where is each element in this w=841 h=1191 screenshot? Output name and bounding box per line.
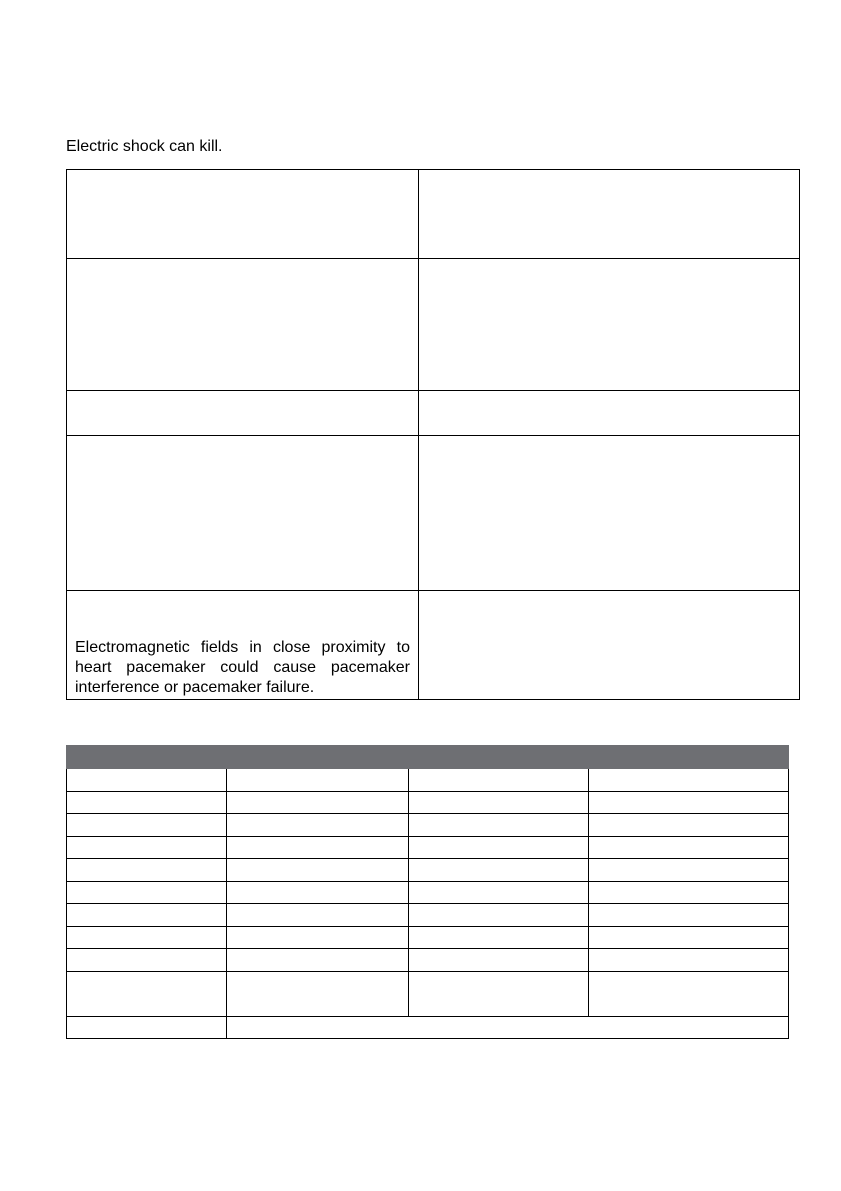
spec-header-cell — [67, 746, 789, 769]
spec-row — [67, 836, 789, 859]
safety-cell — [419, 591, 800, 700]
spec-cell — [589, 881, 789, 904]
spec-row — [67, 949, 789, 972]
safety-row — [67, 170, 800, 259]
safety-row — [67, 436, 800, 591]
spec-cell — [227, 769, 409, 792]
spec-row — [67, 791, 789, 814]
spec-cell — [227, 791, 409, 814]
spec-cell — [67, 904, 227, 927]
spec-cell — [589, 769, 789, 792]
spec-cell — [409, 904, 589, 927]
safety-row — [67, 391, 800, 436]
spec-cell — [409, 926, 589, 949]
spec-row — [67, 926, 789, 949]
safety-cell — [419, 170, 800, 259]
spec-cell — [227, 949, 409, 972]
spec-cell — [409, 836, 589, 859]
safety-cell — [67, 259, 419, 391]
spec-cell — [227, 881, 409, 904]
electric-shock-warning: Electric shock can kill. — [66, 138, 223, 155]
safety-row — [67, 591, 800, 700]
spec-row — [67, 769, 789, 792]
spec-row — [67, 881, 789, 904]
safety-cell — [67, 391, 419, 436]
spec-cell — [409, 791, 589, 814]
safety-cell — [419, 259, 800, 391]
spec-cell — [589, 971, 789, 1016]
spec-cell — [67, 836, 227, 859]
spec-cell — [67, 949, 227, 972]
emf-pacemaker-warning: Electromagnetic fields in close proximity to heart pacemaker could cause pacemaker interference or pacemaker failure. — [75, 639, 410, 696]
spec-row — [67, 814, 789, 837]
spec-cell-wide — [227, 1016, 789, 1038]
spec-cell — [409, 814, 589, 837]
spec-cell — [409, 949, 589, 972]
spec-cell — [589, 791, 789, 814]
spec-cell — [409, 971, 589, 1016]
spec-cell — [589, 949, 789, 972]
spec-row — [67, 904, 789, 927]
spec-row — [67, 859, 789, 882]
safety-cell — [67, 170, 419, 259]
spec-cell — [67, 769, 227, 792]
spec-cell — [409, 859, 589, 882]
spec-row — [67, 1016, 789, 1038]
spec-cell — [409, 769, 589, 792]
safety-cell — [419, 436, 800, 591]
spec-cell — [67, 1016, 227, 1038]
spec-cell — [227, 836, 409, 859]
spec-cell — [409, 881, 589, 904]
spec-cell — [589, 836, 789, 859]
spec-cell — [67, 971, 227, 1016]
spec-cell — [67, 814, 227, 837]
spec-cell — [589, 859, 789, 882]
safety-cell — [67, 591, 419, 700]
spec-cell — [589, 926, 789, 949]
spec-cell — [67, 791, 227, 814]
spec-row — [67, 971, 789, 1016]
spec-cell — [227, 814, 409, 837]
spec-cell — [67, 881, 227, 904]
spec-cell — [67, 926, 227, 949]
spec-cell — [227, 904, 409, 927]
spec-cell — [227, 859, 409, 882]
safety-row — [67, 259, 800, 391]
spec-cell — [227, 926, 409, 949]
spec-cell — [227, 971, 409, 1016]
spec-cell — [589, 814, 789, 837]
spec-cell — [67, 859, 227, 882]
safety-cell — [67, 436, 419, 591]
specification-table — [66, 745, 789, 1039]
safety-warnings-table — [66, 169, 800, 700]
safety-cell — [419, 391, 800, 436]
spec-cell — [589, 904, 789, 927]
spec-header-row — [67, 746, 789, 769]
